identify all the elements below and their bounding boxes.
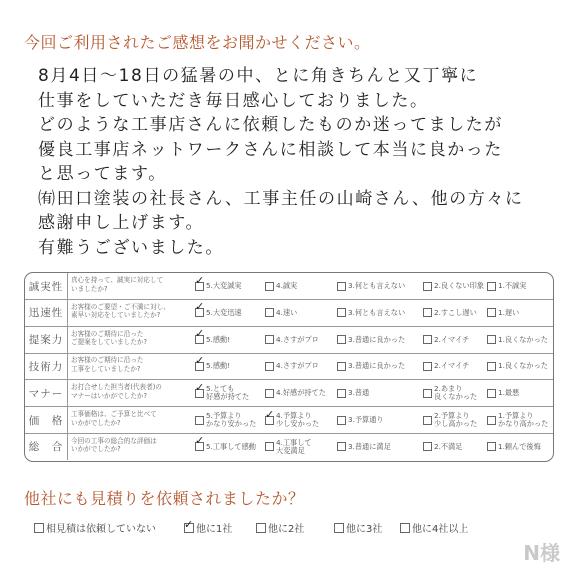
survey-row-question: お客様のご要望・ご不満に対し、 素早い対応をしていましたか?: [71, 302, 170, 320]
survey-row-question: お打合せした担当者(代表者)の マナーはいかがでしたか?: [71, 383, 162, 400]
survey-option[interactable]: [487, 380, 519, 406]
customer-signature: N様: [523, 541, 560, 565]
survey-option[interactable]: [195, 300, 242, 326]
survey-option[interactable]: [423, 353, 469, 379]
survey-row: [25, 327, 553, 354]
comment-line: どのような工事店さんに依頼したものか迷ってましたが: [38, 115, 503, 135]
checkbox-icon[interactable]: [265, 308, 274, 317]
survey-option-label: 4.予算より 少し安かった: [276, 411, 320, 428]
survey-option[interactable]: [423, 407, 477, 433]
survey-option-label: 1.不誠実: [498, 281, 527, 290]
other-quote-option[interactable]: [184, 520, 232, 535]
survey-row: [25, 273, 553, 300]
survey-option-label: 5.予算より かなり安かった: [206, 411, 257, 428]
checkbox-icon[interactable]: [265, 442, 274, 451]
survey-option[interactable]: [265, 327, 319, 353]
comment-line: 8月4日〜18日の猛暑の中、とに角きちんと又丁寧に: [38, 66, 479, 86]
checkbox-icon[interactable]: [337, 362, 346, 371]
survey-option-label: 1.予算より かなり高かった: [498, 411, 549, 428]
heading-impressions: 今回ご利用されたご感想をお聞かせください。: [24, 33, 371, 52]
checked-checkbox-icon[interactable]: [265, 416, 274, 425]
checked-checkbox-icon[interactable]: [195, 389, 204, 398]
checkbox-icon[interactable]: [256, 523, 266, 533]
survey-option-label: 5.大変誠実: [206, 281, 242, 290]
checkbox-icon[interactable]: [337, 335, 346, 344]
survey-option[interactable]: [265, 434, 312, 460]
checkbox-icon[interactable]: [265, 282, 274, 291]
checkbox-icon[interactable]: [423, 389, 432, 398]
survey-option-label: 3.普通: [348, 388, 370, 398]
checked-checkbox-icon[interactable]: [195, 335, 204, 344]
survey-option[interactable]: [265, 407, 319, 433]
comment-line: 仕事をしていただき毎日感心しておりました。: [38, 90, 429, 111]
survey-option-label: 2.イマイチ: [434, 334, 470, 344]
survey-option-label: 3.普通に満足: [348, 441, 391, 451]
survey-row-label: 誠実性: [25, 273, 68, 299]
survey-option[interactable]: [423, 273, 484, 299]
survey-option-label: 2.イマイチ: [434, 361, 470, 371]
survey-option[interactable]: [265, 273, 297, 299]
comment-line: と思ってます。: [38, 164, 167, 184]
survey-option-label: 2.不満足: [434, 441, 463, 451]
checkbox-icon[interactable]: [487, 442, 496, 451]
checkbox-icon[interactable]: [265, 335, 274, 344]
checked-checkbox-icon[interactable]: [195, 362, 204, 371]
survey-option[interactable]: [487, 407, 548, 433]
survey-row: [25, 380, 553, 407]
checkbox-icon[interactable]: [334, 523, 344, 533]
survey-row-question: お客様のご期待に沿った 工事をしていましたか?: [71, 356, 144, 373]
comment-line: 優良工事店ネットワークさんに相談して本当に良かった: [38, 139, 503, 160]
survey-option[interactable]: [195, 407, 256, 433]
survey-option[interactable]: [487, 353, 548, 379]
survey-option[interactable]: [195, 380, 249, 406]
checkbox-icon[interactable]: [337, 416, 346, 425]
survey-option[interactable]: [195, 273, 242, 299]
survey-row-question: 今回の工事の総合的な評価は いかがでしたか?: [71, 436, 157, 454]
survey-option-label: 4.工事して 大変満足: [276, 437, 312, 455]
survey-option[interactable]: [337, 353, 405, 379]
survey-option[interactable]: [337, 434, 391, 460]
checkbox-icon[interactable]: [423, 416, 432, 425]
other-quote-option[interactable]: [334, 520, 382, 535]
checkbox-icon[interactable]: [487, 362, 496, 371]
checked-checkbox-icon[interactable]: [195, 282, 204, 291]
survey-option[interactable]: [487, 300, 519, 326]
survey-option-label: 3.普通に良かった: [348, 361, 406, 371]
survey-row: [25, 434, 553, 460]
survey-option[interactable]: [265, 353, 319, 379]
survey-option[interactable]: [265, 300, 297, 326]
survey-option-label: 1.遅い: [498, 307, 520, 317]
survey-option-label: 3.何とも言えない: [348, 307, 406, 317]
checked-checkbox-icon[interactable]: [184, 523, 194, 533]
survey-row-question: 真心を持って、誠実に対応して いましたか?: [71, 276, 164, 293]
survey-option[interactable]: [337, 380, 369, 406]
checkbox-icon[interactable]: [487, 282, 496, 291]
survey-option-label: 4.さすがプロ: [276, 334, 319, 344]
survey-option[interactable]: [195, 353, 230, 379]
survey-option[interactable]: [423, 327, 469, 353]
checkbox-icon[interactable]: [265, 389, 274, 398]
checkbox-icon[interactable]: [337, 282, 346, 291]
checkbox-icon[interactable]: [337, 308, 346, 317]
survey-option-label: 5.感動!: [206, 361, 231, 371]
checkbox-icon[interactable]: [487, 416, 496, 425]
survey-table: [24, 272, 554, 462]
survey-option-label: 4.速い: [276, 307, 298, 317]
survey-option[interactable]: [487, 273, 526, 299]
checkbox-icon[interactable]: [423, 442, 432, 451]
other-quote-label: 他に1社: [196, 524, 233, 535]
survey-row-label: マナー: [25, 380, 68, 406]
survey-option-label: 3.普通に良かった: [348, 334, 406, 344]
survey-row-label: 価 格: [25, 407, 68, 433]
handwritten-comment: [38, 64, 558, 260]
other-quote-label: 相見積は依頼していない: [46, 524, 156, 535]
survey-option-label: 5.大変迅速: [206, 307, 242, 317]
survey-row-question: 工事価格は、ご予算と比べて いかがでしたか?: [71, 410, 157, 427]
checkbox-icon[interactable]: [34, 523, 44, 533]
survey-option[interactable]: [487, 327, 548, 353]
other-quote-label: 他に3社: [346, 524, 383, 535]
survey-option[interactable]: [337, 327, 405, 353]
survey-option[interactable]: [337, 273, 405, 299]
checkbox-icon[interactable]: [423, 308, 432, 317]
survey-option-label: 4.好感が持てた: [276, 388, 326, 398]
checkbox-icon[interactable]: [423, 335, 432, 344]
checkbox-icon[interactable]: [423, 282, 432, 291]
survey-row-question: お客様のご期待に沿った ご提案をしていましたか?: [71, 329, 148, 347]
checkbox-icon[interactable]: [487, 389, 496, 398]
survey-option-label: 1.良くなかった: [498, 361, 548, 371]
survey-row: [25, 407, 553, 434]
checkbox-icon[interactable]: [487, 308, 496, 317]
checkbox-icon[interactable]: [265, 362, 274, 371]
checkbox-icon[interactable]: [423, 362, 432, 371]
survey-row-label: 提案力: [25, 327, 68, 353]
comment-line: ㈲田口塗装の社長さん、工事主任の山崎さん、他の方々に: [38, 188, 524, 209]
survey-option-label: 5.感動!: [206, 334, 231, 344]
survey-option[interactable]: [487, 434, 541, 460]
survey-row-label: 総 合: [25, 434, 68, 460]
comment-line: 有難うございました。: [38, 237, 224, 258]
survey-option-label: 2.すこし遅い: [434, 307, 477, 317]
survey-option[interactable]: [265, 380, 326, 406]
survey-row-label: 迅速性: [25, 300, 68, 326]
survey-option-label: 4.さすがプロ: [276, 361, 319, 371]
survey-option-label: 5.とても 好感が持てた: [206, 384, 250, 402]
survey-option[interactable]: [195, 434, 256, 460]
survey-option-label: 2.あまり 良くなかった: [434, 384, 478, 402]
other-quote-label: 他に4社以上: [412, 524, 469, 535]
heading-other-quotes: 他社にも見積りを依頼されましたか？: [24, 489, 305, 508]
checked-checkbox-icon[interactable]: [195, 442, 204, 451]
survey-option-label: 4.誠実: [276, 281, 298, 290]
survey-option-label: 1.良くなかった: [498, 334, 548, 344]
survey-option-label: 1.頼んで後悔: [498, 441, 541, 451]
survey-option-label: 3.何とも言えない: [348, 281, 406, 290]
survey-row: [25, 353, 553, 380]
checkbox-icon[interactable]: [195, 416, 204, 425]
survey-option[interactable]: [423, 434, 462, 460]
survey-option-label: 3.予算通り: [348, 415, 384, 424]
survey-option[interactable]: [423, 380, 477, 406]
survey-option[interactable]: [337, 407, 384, 433]
other-quote-option[interactable]: [400, 520, 468, 535]
other-quote-option[interactable]: [34, 520, 156, 535]
checkbox-icon[interactable]: [487, 335, 496, 344]
survey-option[interactable]: [337, 300, 405, 326]
checkbox-icon[interactable]: [400, 523, 410, 533]
survey-row-label: 技術力: [25, 353, 68, 379]
comment-line: 感謝申し上げます。: [38, 213, 205, 233]
survey-option[interactable]: [195, 327, 230, 353]
survey-option-label: 1.最悪: [498, 388, 520, 398]
survey-option-label: 2.良くない印象: [434, 281, 484, 290]
checkbox-icon[interactable]: [337, 442, 346, 451]
survey-option-label: 5.工事して感動: [206, 441, 256, 451]
checked-checkbox-icon[interactable]: [195, 308, 204, 317]
survey-option-label: 2.予算より 少し高かった: [434, 411, 478, 428]
other-quote-option[interactable]: [256, 520, 304, 535]
checkbox-icon[interactable]: [337, 389, 346, 398]
other-quote-label: 他に2社: [268, 524, 305, 535]
survey-row: [25, 300, 553, 327]
survey-option[interactable]: [423, 300, 477, 326]
